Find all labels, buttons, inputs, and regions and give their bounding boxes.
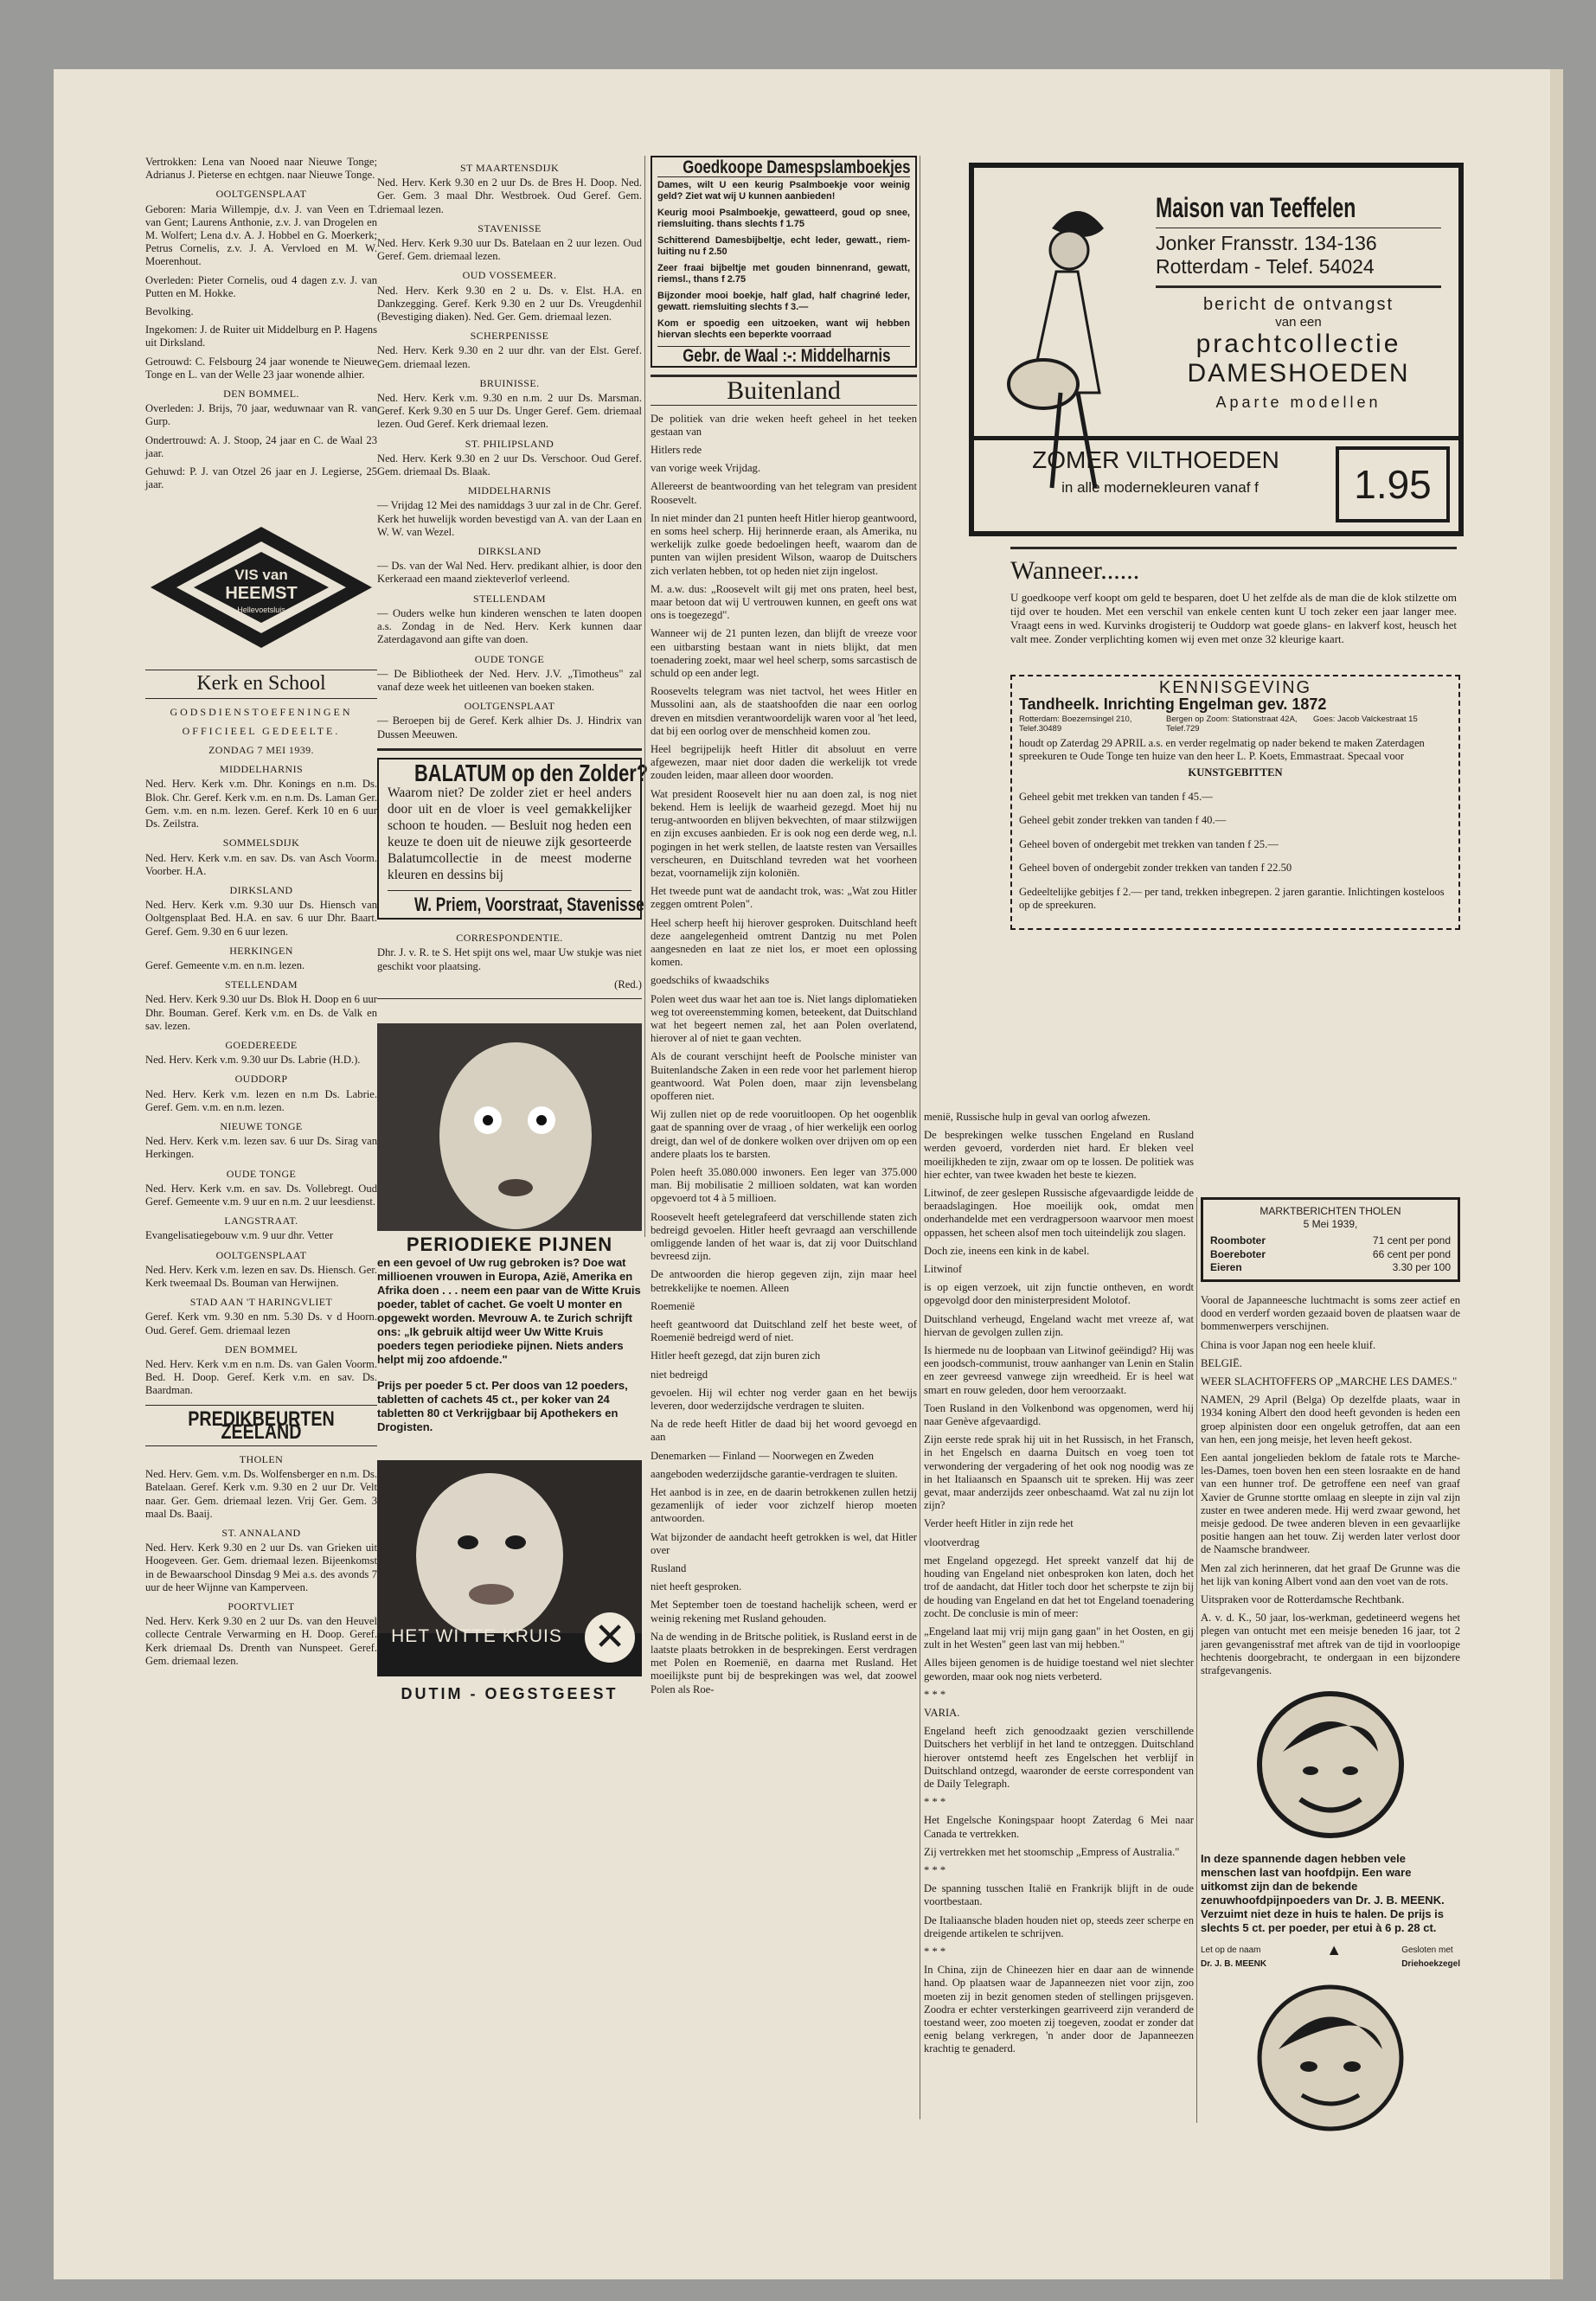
paragraph: Het tweede punt wat de aandacht trok, was: „Wat zou Hitler zeggen omtrent Polen". <box>651 885 917 911</box>
section-text: Ned. Herv. Kerk v.m. 9.30 uur Ds. Labrie (H.D.). <box>145 1054 361 1067</box>
section-text: Ned. Herv. Kerk 9.30 en 2 uur Ds. de Bres H. Doop. Ned. Ger. Gem. 3 maal Dhr. Westbroek. Oud Geref. Gem. driemaal lezen. <box>377 176 642 215</box>
section-heading: OUDE TONGE <box>226 1167 297 1180</box>
section-text: — Vrijdag 12 Mei des namiddags 3 uur zal in de Chr. Geref. Kerk het huwelijk worden bevestigd van A. van der Laan en W. W. van Wezel. <box>377 499 642 538</box>
list-damesps <box>657 180 910 341</box>
paragraph: Wij zullen niet op de rede vooruitloopen. Op het oogenblik gaat de spanning over de vraag , of hier werkelijk een oorlog dreigt, dan wel of de donkere wolken over drijven om op een andere plaats los te barsten. <box>651 1108 917 1160</box>
vis-van-heemst-logo <box>145 522 377 652</box>
section-heading: MIDDELHARNIS <box>219 763 304 776</box>
section-heading: THOLEN <box>239 1453 284 1466</box>
balatum-ad <box>377 758 649 920</box>
table-cell: Roomboter <box>1210 1234 1266 1247</box>
cross-icon: ✕ <box>585 1612 635 1663</box>
maison-l2: van een <box>1275 315 1322 330</box>
section-heading: STAD AAN 'T HARINGVLIET <box>189 1296 333 1309</box>
wanneer-title: Wanneer...... <box>1010 556 1140 585</box>
heading-ooltgensplaat: OOLTGENSPLAAT <box>215 188 307 201</box>
maison-kleur: in alle modernekleuren vanaf f <box>1061 479 1259 496</box>
paragraph: met Engeland opgezegd. Het spreekt vanzelf dat hij de houding van Engeland niet onbesproken kon laten, doch het trof de aandacht, dat Hitler toch door het scherpste te zijn bij de houding van Engeland en dat het tot Engeland toenadering zocht. De conclusie is min of meer: <box>924 1554 1194 1619</box>
paragraph: aangeboden wederzijdsche garantie-verdragen te sluiten. <box>651 1467 898 1480</box>
paragraph: Getrouwd: C. Felsbourg 24 jaar wonende te Nieuwe Tonge en L. van der Welle 23 jaar wonende alhier. <box>145 355 377 381</box>
kenn-addr-2: Bergen op Zoom: Stationstraat 42A, Telef.729 <box>1166 715 1298 734</box>
kerk-date: ZONDAG 7 MEI 1939. <box>208 744 314 757</box>
paragraph: Bevolking. <box>145 305 194 318</box>
paragraph: NAMEN, 29 April (Belga) Op dezelfde plaats, waar in 1934 koning Albert den dood heeft gevonden is heden een groep alpinisten door een ongeluk getroffen, dat aan een van hen, een jong meisje, het leven heeft gekost. <box>1201 1394 1460 1445</box>
kenn-addresses <box>1019 715 1452 734</box>
section-text: Ned. Herv. Kerk v.m. Dhr. Konings en n.m. Ds. Blok. Chr. Geref. Kerk v.m. en n.m. Ds. Laman Ger. Gem. v.m. en n.m. lezen. Geref. Kerk 10 en 6 uur Ds. Zeilstra. <box>145 778 377 830</box>
buitenland-title: Buitenland <box>727 376 841 406</box>
woman-illustration <box>377 1023 642 1231</box>
section-heading: OOLTGENSPLAAT <box>464 700 555 713</box>
section-text: — Ds. van der Wal Ned. Herv. predikant alhier, is door den Kerkeraad een maand ziekteverlof verleend. <box>377 560 642 586</box>
paragraph: Toen Rusland in den Volkenbond was opgenomen, werd hij naar Genève afgevaardigd. <box>924 1401 1194 1428</box>
section-heading: OUD VOSSEMEER. <box>462 269 557 282</box>
column-rule <box>644 156 645 1237</box>
section-text: Ned. Herv. Kerk 9.30 en 2 uur dhr. van der Elst. Geref. Gem. driemaal lezen. <box>377 344 642 370</box>
section-heading: BRUINISSE. <box>479 376 540 389</box>
paragraph: De antwoorden die hierop gegeven zijn, zijn maar heel betrekkelijke te noemen. Alleen <box>651 1268 917 1294</box>
paragraph: De politiek van drie weken heeft geheel in het teeken gestaan van <box>651 412 917 438</box>
paragraph: Schitterend Damesbijbeltje, echt leder, gewatt., riem-luiting nu f 2.50 <box>657 235 910 258</box>
list-c1-p2 <box>145 402 377 491</box>
section-heading: SOMMELSDIJK <box>222 836 300 849</box>
section-text: Ned. Herv. Kerk 9.30 en 2 uur Ds. van Grieken uit Hoogeveen. Ger. Gem. driemaal lezen. Bijeenkomst in de Bewaarschool Dinsdag 9 Mei a.s. des avonds 7 uur de heer Wijnne van Kamperveen. <box>145 1541 377 1593</box>
maison-text-block <box>1156 192 1441 412</box>
paragraph: * * * <box>924 1863 946 1876</box>
section-heading: ST MAARTENSDIJK <box>459 162 560 174</box>
section-text: Ned. Herv. Kerk v.m en n.m. Ds. van Galen Voorm. Bed. H. Doop. Geref. Kerk v.m. en sav. Ds. Baardman. <box>145 1358 377 1397</box>
maison-van-teeffelen-ad <box>969 163 1464 536</box>
section-text: Ned. Herv. Kerk v.m. en sav. Ds. Vollebregt. Oud Geref. Gemeente v.m. 9 uur en n.m. 2 uur leesdienst. <box>145 1182 377 1208</box>
section-text: Ned. Herv. Kerk v.m. lezen en n.m Ds. Labrie. Geref. Gem. v.m. en n.m. lezen. <box>145 1087 377 1113</box>
divider <box>377 748 642 751</box>
list-c5-paras <box>1201 1294 1460 1677</box>
section-text: Geref. Gemeente v.m. en n.m. lezen. <box>145 958 305 971</box>
section-heading: SCHERPENISSE <box>470 330 549 343</box>
paragraph: Heel scherp heeft hij hierover gesproken. Duitschland heeft deze aangelegenheid omtrent Dantzig nu met Polen aangesneden en laat ze niet los, er moet een oplossing komen. <box>651 916 917 969</box>
section-heading: POORTVLIET <box>228 1600 295 1613</box>
paragraph: Roosevelt heeft getelegrafeerd dat verschillende staten zich bedreigd gevoelen. Hitler heeft gevraagd aan verschillende omliggende landen of het waar is, dat zij voor Duitschland bevreesd zijn. <box>651 1210 917 1263</box>
paragraph: Als de courant verschijnt heeft de Poolsche minister van Buitenlandsche Zaken in een rede voor het parlement hierop geantwoord. Wat Polen doen, maar zijn levensbelang opofferen niet. <box>651 1050 917 1102</box>
markt-date: 5 Mei 1939, <box>1303 1218 1358 1231</box>
section-heading: HERKINGEN <box>229 944 293 957</box>
section-text: Ned. Herv. Kerk 9.30 en 2 u. Ds. v. Elst. H.A. en Dankzegging. Geref. Kerk 9.30 en 2 uur Ds. Vreugdenhil (Bevestiging diaken). Ned. Ger. Gem. driemaal lezen. <box>377 284 642 324</box>
predikbeurten-zeeland-title: PREDIKBEURTEN ZEELAND <box>188 1407 335 1444</box>
maison-l5: Aparte modellen <box>1215 394 1381 411</box>
paragraph: * * * <box>924 1688 946 1701</box>
kenn-text: houdt op Zaterdag 29 APRIL a.s. en verder regelmatig op nader bekend te maken Zaterdagen spreekuren te Oude Tonge ten huize van den heer L. P. Koets, Emmastraat. Specaal voor <box>1019 737 1425 762</box>
paragraph: Het aanbod is in zee, en de daarin betrokkenen zullen hetzij gezamenlijk of ieder voor zichzelf hierop moeten antwoorden. <box>651 1486 917 1525</box>
paragraph: WEER SLACHTOFFERS OP „MARCHE LES DAMES." <box>1201 1375 1458 1388</box>
wanneer-text: U goedkoope verf koopt om geld te besparen, doet U het zelfde als de man die de klok stilzette om tijd over te houden. Met een verschil van enkele centen kunt U toch zeker een jaar langer mee. Vraagt eens in wed. Kurvinks drogisterij te Ouddorp wat goede glans- en lakverf kost, heusch het valt mee. Zonder verplichting komen wij even met onze 32 kleurige kaart. <box>1010 591 1457 645</box>
paragraph: M. a.w. dus: „Roosevelt wilt gij met ons praten, heel best, maar betoon dat wij U vertrouwen kunnen, en geeft ons wat ons is toegezegd". <box>651 582 917 622</box>
paragraph: Engeland heeft zich genoodzaakt gezien verschillende Duitschers het verblijf in het land te ontzeggen. Duitschland hierover ontstemd heeft zes Engelschen het verblijf in Duitschland ontzegd, waaronder de eerste correspondent van de Daily Telegraph. <box>924 1725 1194 1790</box>
kenn-name: Tandheelk. Inrichting Engelman gev. 1872 <box>1019 695 1327 713</box>
table-row <box>1210 1234 1451 1247</box>
divider <box>388 890 631 891</box>
paragraph: Overleden: J. Brijs, 70 jaar, weduwnaar van R. van Gurp. <box>145 402 377 428</box>
kennisgeving-ad <box>1010 675 1460 930</box>
meenk-footer-left <box>1201 1944 1266 1970</box>
kenn-addr-3: Goes: Jacob Valckestraat 15 <box>1313 715 1418 724</box>
kenn-title: KENNISGEVING <box>1158 678 1312 697</box>
column-2 <box>377 156 649 1702</box>
section-text: — Beroepen bij de Geref. Kerk alhier Ds. J. Hindrix van Dussen Meeuwen. <box>377 715 642 740</box>
column-1 <box>145 156 377 1673</box>
table-row <box>1210 1248 1451 1261</box>
paragraph: * * * <box>924 1796 946 1809</box>
paragraph: gevoelen. Hij wil echter nog verder gaan en het bewijs leveren, door wederzijdsche verdragen te sluiten. <box>651 1386 917 1413</box>
paragraph: vlootverdrag <box>924 1535 980 1548</box>
column-3 <box>651 156 917 1702</box>
periodieke-pijnen-price: Prijs per poeder 5 ct. Per doos van 12 poeders, tabletten of cachets 45 ct., per koker van 24 tabletten 80 ct Verkrijgbaar bij Apothekers en Drogisten. <box>377 1379 628 1434</box>
paragraph: Polen weet dus waar het aan toe is. Niet langs diplomatieken weg tot overeenstemming komen, beteekent, dat Duitschland wat het begeert nemen zal, het aan Polen overlatend, hierover al of niet te gaan vechten. <box>651 992 917 1045</box>
witte-kruis-brand: HET WITTE KRUIS <box>391 1626 562 1647</box>
paragraph: Duitschland verheugd, Engeland wacht met vreeze af, wat hiervan de gevolgen zullen zijn. <box>924 1312 1194 1338</box>
logo-text-2: HEEMST <box>225 584 298 604</box>
paragraph: In China, zijn de Chineezen hier en daar aan de winnende hand. Op plaatsen waar de Japanneezen niet voor zijn, zoo moeten zij in bezit genomen steden of stellingen prijsgeven. Zoodra er echter versterkingen gearriveerd zijn veranderd de toestand weer, zoo moeten zij toegeven, zoodat er zonder dat eenig belang verkregen, 'n ander door de Japanneezen krachtig te genaderd. <box>924 1964 1194 2055</box>
correspondentie-sign: (Red.) <box>614 977 642 990</box>
maison-name: Maison van Teeffelen <box>1156 192 1356 223</box>
paragraph: Alles bijeen genomen is de huidige toestand wel niet slechter geworden, maar ook nog niets verbeterd. <box>924 1657 1194 1682</box>
table-cell: 71 cent per pond <box>1372 1234 1451 1247</box>
section-text: Ned. Herv. Kerk v.m. lezen sav. 6 uur Ds. Sirag van Herkingen. <box>145 1135 377 1161</box>
section-heading: OUDE TONGE <box>474 652 545 665</box>
paragraph: Zeer fraai bijbeltje met gouden binnenrand, gewatt, riemsl., thans f 2.75 <box>657 263 910 285</box>
paragraph: Ingekomen: J. de Ruiter uit Middelburg en P. Hagens uit Dirksland. <box>145 324 377 349</box>
paragraph: Hitler heeft gezegd, dat zijn buren zich <box>651 1349 821 1362</box>
paragraph: Ondertrouwd: A. J. Stoop, 24 jaar en C. de Waal 23 jaar. <box>145 433 377 459</box>
meenk-r: Gesloten met <box>1401 1945 1453 1956</box>
paragraph: Polen heeft 35.080.000 inwoners. Een leger van 375.000 man. Bij mobilisatie 2 millioen soldaten, wat kan worden opgevoerd tot 4 à 5 millioen. <box>651 1165 917 1205</box>
paragraph: Gehuwd: P. J. van Otzel 26 jaar en J. Legierse, 25 jaar. <box>145 465 377 491</box>
paragraph: niet bedreigd <box>651 1368 708 1381</box>
section-heading: DIRKSLAND <box>478 545 542 558</box>
paragraph: Na de rede heeft Hitler de daad bij het woord gevoegd en aan <box>651 1418 917 1444</box>
list-kenn-prices <box>1019 791 1452 912</box>
paragraph: Men zal zich herinneren, dat het graaf De Grunne was die het lijk van koning Albert vond aan den voet van de rots. <box>1201 1561 1460 1587</box>
meenk-z: Driehoekzegel <box>1401 1958 1460 1969</box>
table-cell: 3.30 per 100 <box>1392 1260 1451 1273</box>
divider <box>974 436 1458 440</box>
kerk-en-school-title: Kerk en School <box>196 672 326 695</box>
balatum-shop: W. Priem, Voorstraat, Stavenisse <box>414 893 644 915</box>
paragraph: Geheel boven of ondergebit zonder trekken van tanden f 22.50 <box>1019 862 1292 875</box>
paragraph: China is voor Japan nog een heele kluif. <box>1201 1338 1376 1351</box>
balatum-text: Waarom niet? De zolder ziet er heel anders door uit en de vloer is veel gemakkelijker schoon te houden. — Besluit nog heden een keuze te doen uit de nieuwe zijk gesorteerde Balatumcollectie in de meest moderne kleuren en dessins bij <box>388 785 631 882</box>
meenk-portrait-1 <box>1248 1691 1413 1838</box>
logo-text-1: VIS van <box>234 567 288 584</box>
paragraph: Litwinof <box>924 1263 963 1276</box>
c1-sections <box>145 763 377 1397</box>
meenk-text: In deze spannende dagen hebben vele menschen last van hoofdpijn. Een ware uitkomst zijn dan de bekende zenuwhoofdpijnpoeders van Dr. J. B. MEENK. Verzuimt niet deze in huis te halen. De prijs is slechts 5 ct. per poeder, per etui à 6 p. 28 ct. <box>1201 1852 1445 1935</box>
paragraph: goedschiks of kwaadschiks <box>651 974 770 987</box>
paragraph: Zij vertrekken met het stoomschip „Empress of Australia." <box>924 1845 1180 1858</box>
section-text: Ned. Herv. Kerk 9.30 uur Ds. Batelaan en 2 uur lezen. Oud Geref. Gem. driemaal lezen. <box>377 237 642 263</box>
damesps-title: Goedkoope Damespslamboekjes <box>683 157 911 177</box>
section-text: Ned. Herv. Kerk 9.30 en 2 uur Ds. Verschoor. Oud Geref. Gem. driemaal Ds. Blaak. <box>377 452 642 478</box>
section-text: Ned. Herv. Kerk 9.30 en 2 uur Ds. van den Heuvel collecte Centrale Verwarming en H. Doop. Geref. Kerk driemaal Ds. Drenth van Nunspeet. Geref. Gem. driemaal lezen. <box>145 1615 377 1667</box>
section-heading: STAVENISSE <box>478 221 542 234</box>
damesps-shop: Gebr. de Waal :-: Middelharnis <box>683 346 891 367</box>
c1-pred <box>145 1453 377 1668</box>
paragraph: is op eigen verzoek, uit zijn functie ontheven, en wordt opgevolgd door den ministerpresident Molotof. <box>924 1281 1194 1307</box>
markt-title: MARKTBERICHTEN THOLEN <box>1259 1205 1401 1217</box>
paragraph: Gedeeltelijke gebitjes f 2.— per tand, trekken inbegrepen. 2 jaren garantie. Inlichtingen kosteloos op de spreekuren. <box>1019 885 1445 911</box>
column-5 <box>1201 1197 1460 2145</box>
section-heading: DEN BOMMEL <box>224 1343 298 1356</box>
section-text: Evangelisatiegebouw v.m. 9 uur dhr. Vetter <box>145 1229 334 1242</box>
divider <box>145 698 377 699</box>
divider <box>377 998 642 999</box>
paragraph: Geheel gebit zonder trekken van tanden f 40.— <box>1019 814 1227 827</box>
paragraph: Keurig mooi Psalmboekje, gewatteerd, goud op snee, riemsluiting. thans slechts f 1.75 <box>657 208 910 230</box>
section-heading: ST. PHILIPSLAND <box>465 437 554 450</box>
maison-l4: DAMESHOEDEN <box>1187 359 1410 388</box>
kenn-addr-1: Rotterdam: Boezemsingel 210, Telef.30489 <box>1019 715 1132 734</box>
paragraph: De besprekingen welke tusschen Engeland en Rusland werden gevoerd, vorderden niet hard. Er bleken veel moeilijkheden te zijn, zwaar om op te lossen. De politiek was hier echter, van twee kwaden het beste te kiezen. <box>924 1129 1194 1181</box>
paragraph: menië, Russische hulp in geval van oorlog afwezen. <box>924 1111 1151 1123</box>
meenk-n: Dr. J. B. MEENK <box>1201 1958 1267 1969</box>
section-heading: OOLTGENSPLAAT <box>215 1248 307 1261</box>
paragraph: van vorige week Vrijdag. <box>651 462 761 475</box>
page-edge <box>1550 69 1563 2279</box>
section-heading: NIEUWE TONGE <box>220 1119 303 1132</box>
paragraph: niet heeft gesproken. <box>651 1580 742 1593</box>
paragraph: Geboren: Maria Willempje, d.v. J. van Veen en T. van Gent; Laurens Anthonie, z.v. J. van Drogelen en M. Wolfert; Lena d.v. A. J. Hobbel en G. Moerkerk; Petrus Cornelis, z.v. J. A. Vervloed en M. W. Moerenhout. <box>145 202 377 268</box>
maison-l1: bericht de ontvangst <box>1202 295 1394 314</box>
correspondentie-text: Dhr. J. v. R. te S. Het spijt ons wel, maar Uw stukje was niet geschikt voor plaatsing. <box>377 946 642 972</box>
paragraph: Heel begrijpelijk heeft Hitler dit absoluut en verre afgewezen, maar niet door daden die werkelijk tot vrede zouden leiden, maar alleen door woorden. <box>651 743 917 782</box>
paragraph: A. v. d. K., 50 jaar, los-werkman, gedetineerd wegens het plegen van ontucht met een meisje beneden 16 jaar, tot 2 jaren gevangenisstraf met aftrek van de tijd in voorloopige hechtenis doorgebracht, te ondergaan in een bijzondere strafgevangenis. <box>1201 1612 1460 1677</box>
section-heading: ST. ANNALAND <box>221 1527 301 1540</box>
list-c1-p1 <box>145 203 377 381</box>
maison-city: Rotterdam - Telef. 54024 <box>1156 255 1375 278</box>
witte-kruis-ad <box>377 1460 642 1702</box>
paragraph: Roosevelts telegram was niet tactvol, het wees Hitler en Mussolini aan, als de staatshoofden die naar een oorlog dreven en mitsdien verantwoordelijk waren voor al 'het leed, dat bij een oorlog over de menschheid komen zou. <box>651 685 917 737</box>
lady-figure-icon <box>974 168 1138 531</box>
maison-addr: Jonker Fransstr. 134-136 <box>1156 232 1377 254</box>
paragraph: De Italiaansche bladen houden niet op, steeds zeer scherpe en dreigende artikelen te schrijven. <box>924 1913 1194 1939</box>
table-cell: Eieren <box>1210 1260 1242 1273</box>
section-heading: OUDDORP <box>234 1073 288 1086</box>
periodieke-pijnen-text: en een gevoel of Uw rug gebroken is? Doe wat millioenen vrouwen in Europa, Azië, Amerika en Afrika doen . . . neem een paar van de Witte Kruis poeder, tablet of cachet. Ge voelt U monter en opgewekt worden. Mevrouw A. te Zurich schrijft ons: „Ik gebruik altijd weer Uw Witte Kruis poeders tegen periodieke pijnen. Niets anders helpt mij zoo afdoende." <box>377 1256 641 1367</box>
paragraph: Het Engelsche Koningspaar hoopt Zaterdag 6 Mei naar Canada te vertrekken. <box>924 1814 1194 1840</box>
paragraph: VARIA. <box>924 1706 960 1719</box>
damespsalmboekjes-ad <box>651 156 917 368</box>
kenn-sub: KUNSTGEBITTEN <box>1188 766 1283 779</box>
paragraph: Bijzonder mooi boekje, half glad, half chagriné leder, gewatt. riemsluiting slechts f 3.— <box>657 291 910 313</box>
paragraph: Zijn eerste rede sprak hij uit in het Russisch, in het Fransch, in het Engelsch en daarna Duitsch en voeg toen tot verwondering der vergadering of het ook nog noodig was ze in het Italiaansch en Spaansch uit te spreken. Hij was zeer gevat, maar anderzijds zeer onbeschaamd. Wat zal nu zijn lot zijn? <box>924 1433 1194 1512</box>
paragraph: Allereerst de beantwoording van het telegram van president Roosevelt. <box>651 480 917 506</box>
paragraph: Overleden: Pieter Cornelis, oud 4 dagen z.v. J. van Putten en M. Hokke. <box>145 273 377 299</box>
paragraph: Wanneer wij de 21 punten lezen, dan blijft de vreeze voor een uitbarsting bestaan want in niets blijkt, dat men toenadering zoekt, maar wel heel scherp, soms sarcastisch de schuld op een ander legt. <box>651 627 917 680</box>
section-text: Geref. Kerk vm. 9.30 en nm. 5.30 Ds. v d Hoorn. Oud. Geref. Gem. driemaal lezen <box>145 1311 377 1336</box>
paragraph: Wat bijzonder de aandacht heeft getrokken is wel, dat Hitler over <box>651 1530 917 1556</box>
paragraph: De spanning tusschen Italië en Frankrijk blijft in de oude voortbestaan. <box>924 1882 1194 1908</box>
kerk-sub1: GODSDIENSTOEFENINGEN <box>170 705 353 718</box>
logo-text-3: Hellevoetsluis <box>237 606 285 615</box>
section-heading: GOEDEREEDE <box>225 1038 298 1051</box>
section-text: — Ouders welke hun kinderen wenschen te laten doopen a.s. Zondag in de Ned. Herv. Kerk kunnen daar Zaterdagavond aan gifte van doen. <box>377 606 642 646</box>
paragraph: Wat president Roosevelt hier nu aan doen zal, is nog niet bekend. Hem is leelijk de waarheid gezegd. Moet hij nu terug-antwoorden en blijven bekvechten, of maar stilzwijgen en zijn excuses aanbieden. Er is ook nog een derde weg, n.l. pogingen in het werk stellen, de laatste resten van Versailles verscheuren, en Duitschland tevreden wat het voorheen bezat, voornamelijk zijn koloniën. <box>651 787 917 879</box>
meenk-footer <box>1201 1941 1460 1970</box>
section-text: Ned. Herv. Gem. v.m. Ds. Wolfensberger en n.m. Ds. Batelaan. Geref. Kerk v.m. 9.30 en 2 uur Dr. Velt naar. Ger. Gem. driemaal lezen. Vrij Ger. Gem. 3 maal Ds. Baaij. <box>145 1468 377 1520</box>
divider <box>1010 547 1457 549</box>
list-c1-top <box>145 156 377 182</box>
meenk-footer-right <box>1401 1944 1460 1970</box>
section-text: Ned. Herv. Kerk v.m. lezen en sav. Ds. Hiensch. Ger. Kerk tweemaal Ds. Bouman van Herwijnen. <box>145 1263 377 1289</box>
marktberichten-box <box>1201 1197 1460 1282</box>
section-text: — De Bibliotheek der Ned. Herv. J.V. „Timotheus" zal vanaf deze week het uitleenen van boeken staken. <box>377 667 642 693</box>
column-rule <box>1196 1197 1197 2123</box>
divider <box>145 1405 377 1406</box>
paragraph: * * * <box>924 1945 946 1958</box>
paragraph: Denemarken — Finland — Noorwegen en Zweden <box>651 1449 875 1462</box>
c2-sections <box>377 162 642 741</box>
paragraph: Met September toen de toestand hachelijk scheen, werd er weinig rekening met Rusland gehouden. <box>651 1599 917 1625</box>
paragraph: Kom er spoedig een uitzoeken, want wij hebben hiervan slechts een beperkte voorraad <box>657 318 910 341</box>
periodieke-pijnen-title: PERIODIEKE PIJNEN <box>406 1233 613 1255</box>
column-4 <box>924 1111 1194 2061</box>
section-text: Ned. Herv. Kerk 9.30 uur Ds. Blok H. Doop en 6 uur Dhr. Bouman. Geref. Kerk v.m. en Ds. de Valk en sav. lezen. <box>145 993 377 1032</box>
correspondentie-title: CORRESPONDENTIE. <box>456 932 563 945</box>
meenk-l: Let op de naam <box>1201 1945 1261 1956</box>
section-heading: DIRKSLAND <box>229 883 293 896</box>
paragraph: Litwinof, de zeer geslepen Russische afgevaardigde leidde de beraadslagingen. Hoe moeilijk ook, omdat men onderhandelde met een verdragpersoon waarvoor men moest oppassen, het scheen alsof men toch uiteindelijk zou slagen. <box>924 1187 1194 1239</box>
table-cell: Boereboter <box>1210 1247 1266 1260</box>
section-heading: STELLENDAM <box>225 978 298 991</box>
section-heading: MIDDELHARNIS <box>467 484 552 497</box>
paragraph: Roemenië <box>651 1299 695 1312</box>
paragraph: „Engeland laat mij vrij mijn gang gaan" in het Oosten, en gij zult in het Westen" geen last van mij hebben." <box>924 1625 1194 1651</box>
table-row <box>1210 1261 1451 1274</box>
paragraph: Een aantal jongelieden beklom de fatale rots te Marche-les-Dames, toen boven hen een steen losraakte en de hand van een hunner trof. De getroffene een neef van graaf Xavier de Grunne stortte omlaag en sleepte in zijn val zijn zuster en twee anderen mede. Hij werd zwaar gewond, het meisje gedood. De twee anderen bleven in een gevaarlijke positie hangen aan het touw. Zij werden later verlost door de Naamsche brandweer. <box>1201 1452 1460 1556</box>
list-c4-paras <box>924 1111 1194 2056</box>
paragraph: Doch zie, ineens een kink in de kabel. <box>924 1244 1090 1257</box>
paragraph: Verder heeft Hitler in zijn rede het <box>924 1517 1074 1530</box>
paragraph: Vooral de Japanneesche luchtmacht is soms zeer actief en dood en verderf worden gezaaid boven de plaatsen waar de bommenwerpers verschijnen. <box>1201 1294 1460 1333</box>
heading-den-bommel: DEN BOMMEL. <box>223 388 299 401</box>
witte-kruis-place: DUTIM - OEGSTGEEST <box>377 1688 642 1701</box>
maison-price: 1.95 <box>1336 446 1450 522</box>
kerk-sub2: OFFICIEEL GEDEELTE. <box>182 724 341 737</box>
triangle-seal-icon: ▲ <box>1326 1941 1343 1959</box>
maison-zomer: ZOMER VILTHOEDEN <box>1032 446 1279 473</box>
divider <box>1156 285 1441 288</box>
paragraph: Rusland <box>651 1562 687 1575</box>
section-heading: STELLENDAM <box>473 592 546 605</box>
markt-table <box>1210 1234 1451 1274</box>
paragraph: In niet minder dan 21 punten heeft Hitler hierop geantwoord, en soms heel scherp. Hij herinnerde eraan, als Amerika, nu werkelijk zulke goede bedoelingen heeft, waarom dan de punten van wijlen president Wilson, waarop de Duitschers zich verlaten hebben, tot op heden niet zijn ingelost. <box>651 511 917 577</box>
paragraph: Na de wending in de Britsche politiek, is Rusland eerst in de laatste plaats betrokken in de besprekingen. Eerst verdragen met Polen en Roemenië, en daarna met Rusland. Het moeilijkste punt bij de besprekingen was wel, dat zoowel Polen als Roe- <box>651 1630 917 1695</box>
paragraph: Uitspraken voor de Rotterdamsche Rechtbank. <box>1201 1593 1405 1606</box>
balatum-title: BALATUM op den Zolder? <box>414 759 649 786</box>
paragraph: Vertrokken: Lena van Nooed naar Nieuwe Tonge; Adrianus J. Pieterse en echtgen. naar Nieuwe Tonge. <box>145 156 377 182</box>
paragraph: BELGIË. <box>1201 1356 1242 1369</box>
paragraph: Geheel gebit met trekken van tanden f 45.— <box>1019 790 1213 803</box>
paragraph: Is hiermede nu de loopbaan van Litwinof geëindigd? Hij was een joodsch-communist, trouw aanhanger van Lenin en Stalin en zeer gevreesd vanwege zijn wreedheid. Er is heel wat smart en rouw geleden, door hem veroorzaakt. <box>924 1344 1194 1396</box>
meenk-portrait-2 <box>1248 1984 1413 2131</box>
paragraph: Hitlers rede <box>651 444 702 457</box>
section-text: Ned. Herv. Kerk v.m. 9.30 uur Ds. Hiensch van Ooltgensplaat Bed. H.A. en sav. 6 uur Dhr. Baart. Geref. Gem. 9.30 en 6 uur lezen. <box>145 899 377 938</box>
maison-l3: prachtcollectie <box>1195 330 1401 358</box>
paragraph: heeft geantwoord dat Duitschland zelf het beste weet, of Roemenië bedreigd werd of niet. <box>651 1318 917 1344</box>
wanneer-ad <box>1010 540 1457 646</box>
table-cell: 66 cent per pond <box>1372 1247 1451 1260</box>
section-text: Ned. Herv. Kerk v.m. 9.30 en n.m. 2 uur Ds. Marsman. Geref. Kerk 9.30 en 5 uur Ds. Unger Geref. Gem. driemaal lezen. Oud Geref. Kerk driemaal lezen. <box>377 392 642 431</box>
section-heading: LANGSTRAAT. <box>224 1215 298 1227</box>
paragraph: Geheel boven of ondergebit met trekken van tanden f 25.— <box>1019 837 1279 850</box>
divider <box>145 1445 377 1446</box>
section-text: Ned. Herv. Kerk v.m. en sav. Ds. van Asch Voorm. Voorber. H.A. <box>145 851 377 877</box>
paragraph: Dames, wilt U een keurig Psalmboekje voor weinig geld? Ziet wat wij U kunnen aanbieden! <box>657 180 910 202</box>
list-c3-paras <box>651 413 917 1696</box>
